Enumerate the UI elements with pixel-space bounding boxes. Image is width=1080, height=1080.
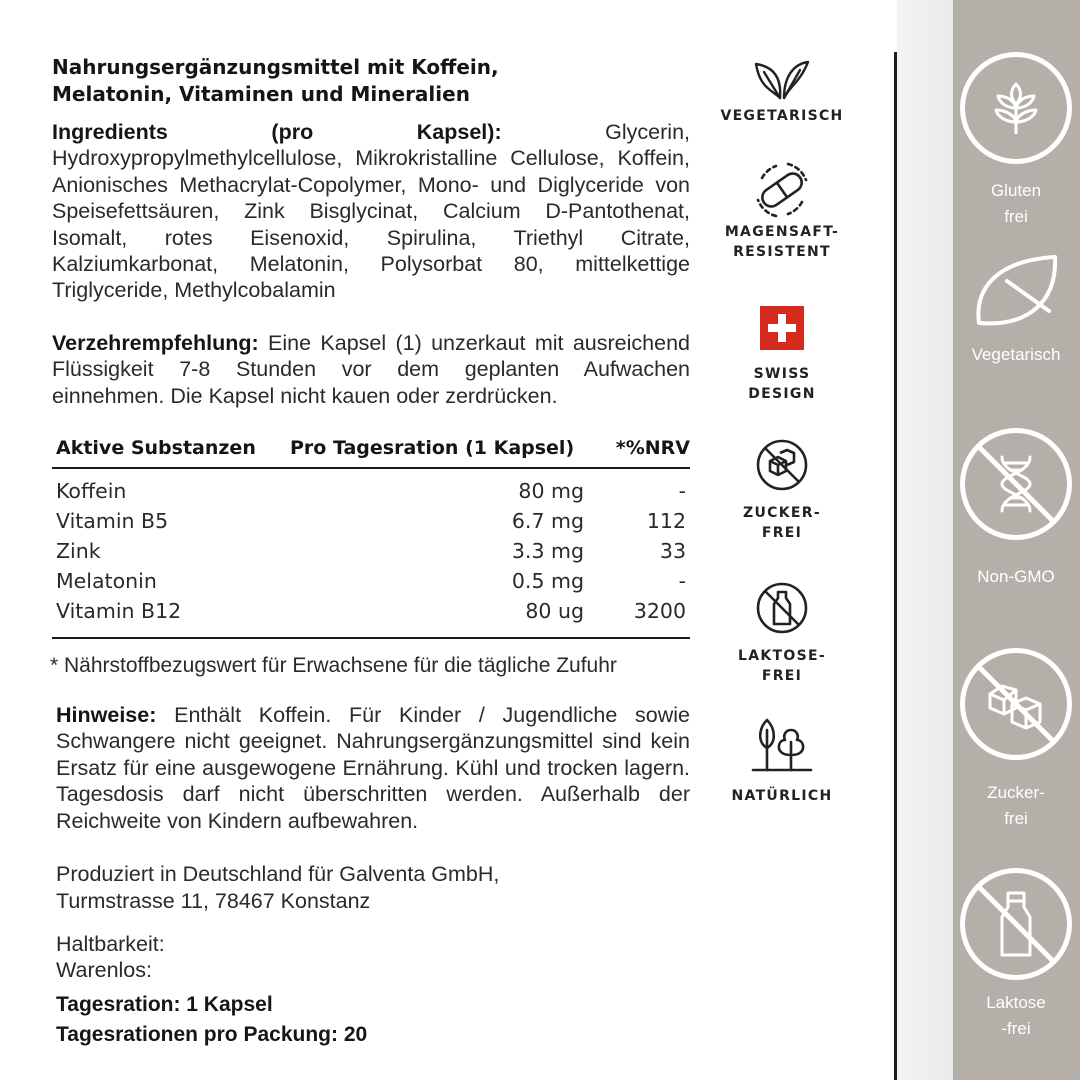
producer-address: Produziert in Deutschland für Galventa GmbH, Turmstrasse 11, 78467 Konstanz [56, 862, 500, 913]
table-row [52, 566, 690, 596]
badge-sugar-free [960, 648, 1072, 832]
badge-lactose-free [960, 868, 1072, 1042]
dosage-paragraph [52, 330, 690, 409]
leaves-icon [752, 56, 812, 102]
product-title: Nahrungsergänzungsmittel mit Koffein, Melatonin, Vitaminen und Mineralien [52, 55, 499, 106]
ingredients-text: Glycerin, Hydroxypropylmethylcellulose, Mikrokristalline Cellulose, Koffein, Anionisches Methacrylat-Copolymer, Mono- und Diglyceride von Speisefettsäuren, Zink Bisglycinat, Calcium D-Pantothenat, Isomalt, rotes Eisenoxid, Spirulina, Triethyl Citrate, Kalziumkarbonat, Melatonin, Polysorbat 80, mittelkettige Triglyceride, Methylcobalamin [52, 120, 690, 303]
substance-amount: 0.5 mg [511, 569, 584, 594]
panel-gap [897, 0, 953, 1080]
notes-label: Hinweise: [56, 703, 157, 728]
feature-label: LAKTOSE- FREI [738, 648, 826, 684]
substance-nrv: 112 [646, 509, 686, 534]
badge-label: Non-GMO [977, 567, 1055, 586]
substance-nrv: 33 [659, 539, 686, 564]
substance-nrv: - [678, 569, 686, 594]
ingredients-label: Ingredients (pro Kapsel): [52, 120, 502, 144]
feature-label: SWISS DESIGN [748, 366, 816, 402]
notes-text: Enthält Koffein. Für Kinder / Jugendliche sowie Schwangere nicht geeignet. Nahrungsergänzungsmittel sind kein Ersatz für eine ausgewogene Ernährung. Kühl und trocken lagern. Tagesdosis darf nicht überschritten werden. Außerhalb der Reichweite von Kindern aufbewahren. [56, 703, 690, 833]
nrv-footnote: * Nährstoffbezugswert für Erwachsene für die tägliche Zufuhr [50, 654, 617, 678]
header-amount: Pro Tagesration (1 Kapsel) [290, 437, 575, 460]
substance-name: Koffein [56, 479, 127, 504]
product-label-text [52, 54, 690, 1050]
substance-amount: 6.7 mg [511, 509, 584, 534]
daily-ration: Tagesration: 1 Kapsel [56, 992, 273, 1016]
feature-zuckerfrei [722, 437, 842, 543]
feature-magensaft [722, 160, 842, 262]
dosage-label: Verzehrempfehlung: [52, 330, 259, 355]
rations-per-pack: Tagesrationen pro Packung: 20 [56, 1022, 368, 1046]
feature-vegetarisch [722, 56, 842, 126]
header-substance: Aktive Substanzen [56, 437, 256, 460]
dosage-text: Eine Kapsel (1) unzerkaut mit ausreichend Flüssigkeit 7-8 Stunden vor dem geplanten Aufwachen einnehmen. Die Kapsel nicht kauen oder zerdrücken. [52, 330, 690, 408]
wheat-icon [986, 78, 1046, 138]
feature-swiss [722, 306, 842, 404]
nutrition-table [52, 429, 690, 639]
badge-circle [960, 52, 1072, 164]
substance-amount: 3.3 mg [511, 539, 584, 564]
no-milk-icon [754, 580, 810, 636]
badge-circle [960, 868, 1072, 980]
substance-name: Vitamin B12 [56, 599, 182, 624]
feature-label: NATÜRLICH [731, 788, 833, 804]
badge-non-gmo [960, 428, 1072, 590]
feature-laktosefrei [722, 580, 842, 686]
substance-name: Vitamin B5 [56, 509, 169, 534]
table-row [52, 596, 690, 626]
shelf-life-label: Haltbarkeit: [56, 931, 165, 956]
leaf-icon [971, 253, 1061, 331]
sugar-cubes-icon [984, 674, 1048, 734]
bottle-icon [994, 889, 1038, 959]
badge-vegetarian [960, 252, 1072, 368]
substance-nrv: 3200 [633, 599, 686, 624]
substance-nrv: - [678, 479, 686, 504]
swiss-flag-icon [760, 306, 804, 350]
table-row [52, 536, 690, 566]
no-sugar-icon [754, 437, 810, 493]
badge-gluten-free [960, 52, 1072, 230]
dna-icon [988, 453, 1044, 515]
badge-circle [960, 428, 1072, 540]
substance-amount: 80 ug [525, 599, 584, 624]
nutrition-table-body [52, 469, 690, 637]
nutrition-table-header [52, 429, 690, 469]
trees-icon [751, 716, 813, 774]
badge-label: Laktose -frei [986, 993, 1046, 1038]
header-nrv: *%NRV [615, 437, 690, 460]
badge-leaf-wrap [960, 252, 1072, 332]
feature-label: ZUCKER- FREI [743, 505, 821, 541]
substance-name: Melatonin [56, 569, 157, 594]
badge-label: Zucker- frei [987, 783, 1045, 828]
feature-natuerlich [722, 716, 842, 806]
table-row [52, 506, 690, 536]
notes-paragraph [52, 702, 690, 834]
lot-label: Warenlos: [56, 958, 152, 983]
capsule-icon [752, 160, 812, 218]
substance-name: Zink [56, 539, 101, 564]
feature-label: MAGENSAFT- RESISTENT [724, 224, 840, 260]
substance-amount: 80 mg [518, 479, 584, 504]
table-row [52, 476, 690, 506]
badge-label: Gluten frei [990, 181, 1042, 226]
feature-label: VEGETARISCH [720, 108, 844, 124]
badge-circle [960, 648, 1072, 760]
badge-label: Vegetarisch [971, 345, 1061, 364]
ingredients-paragraph [52, 119, 690, 304]
